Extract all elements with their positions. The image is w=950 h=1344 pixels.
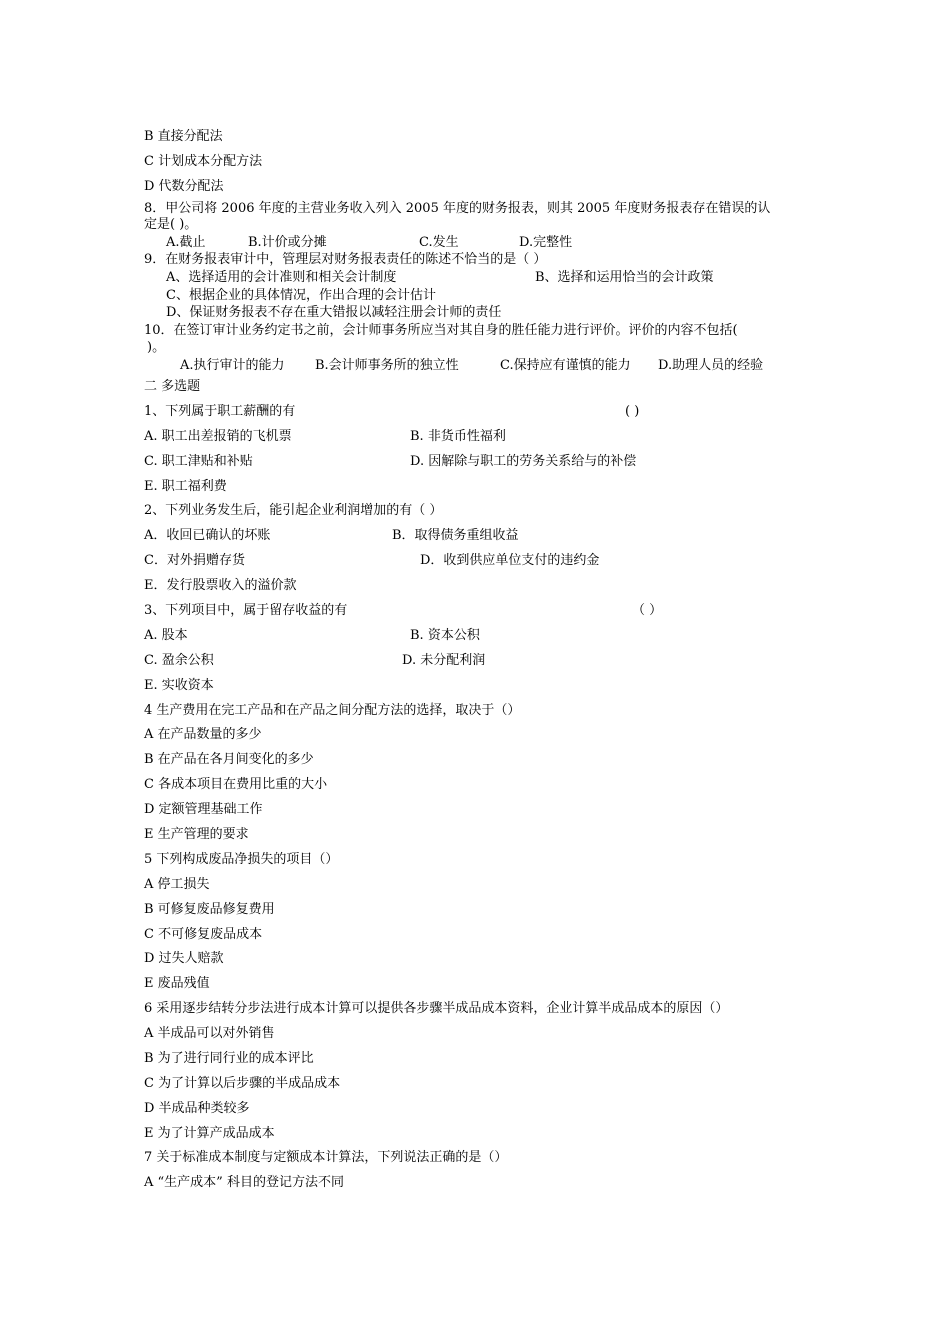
q9-option-b: B、选择和运用恰当的会计政策 bbox=[535, 270, 714, 285]
m5-option-e: E 废品残值 bbox=[144, 976, 210, 991]
q10-stem-line2: )。 bbox=[147, 340, 166, 355]
q9-option-a: A、选择适用的会计准则和相关会计制度 bbox=[166, 270, 397, 285]
m5-option-d: D 过失人赔款 bbox=[144, 951, 224, 966]
q8-option-c: C.发生 bbox=[419, 235, 459, 250]
m2-option-c: C．对外捐赠存货 bbox=[144, 553, 245, 568]
m2-stem: 2、下列业务发生后，能引起企业利润增加的有（ ） bbox=[144, 503, 443, 518]
q7-option-c: C 计划成本分配方法 bbox=[144, 154, 263, 169]
m1-option-c: C. 职工津贴和补贴 bbox=[144, 454, 253, 469]
m3-option-b: B. 资本公积 bbox=[410, 628, 480, 643]
m3-stem: 3、下列项目中，属于留存收益的有 bbox=[144, 603, 348, 618]
m5-option-c: C 不可修复废品成本 bbox=[144, 927, 263, 942]
m5-option-b: B 可修复废品修复费用 bbox=[144, 902, 275, 917]
q9-stem: 9．在财务报表审计中，管理层对财务报表责任的陈述不恰当的是（ ） bbox=[144, 252, 547, 267]
q10-option-c: C.保持应有谨慎的能力 bbox=[500, 358, 631, 373]
q8-stem-line1: 8．甲公司将 2006 年度的主营业务收入列入 2005 年度的财务报表，则其 2005 年度财务报表存在错误的认 bbox=[144, 201, 771, 216]
m2-option-d: D．收到供应单位支付的违约金 bbox=[420, 553, 600, 568]
q8-option-a: A.截止 bbox=[166, 235, 206, 250]
q9-option-c: C、根据企业的具体情况，作出合理的会计估计 bbox=[166, 288, 436, 303]
m7-stem: 7 关于标准成本制度与定额成本计算法，下列说法正确的是（） bbox=[144, 1150, 508, 1165]
m1-stem: 1、下列属于职工薪酬的有 bbox=[144, 404, 296, 419]
q8-option-d: D.完整性 bbox=[519, 235, 573, 250]
q10-option-a: A.执行审计的能力 bbox=[180, 358, 285, 373]
m7-option-a: A “生产成本” 科目的登记方法不同 bbox=[144, 1175, 344, 1190]
section-title-multiple-choice: 二 多选题 bbox=[144, 379, 201, 394]
q10-option-b: B.会计师事务所的独立性 bbox=[315, 358, 459, 373]
m3-option-a: A. 股本 bbox=[144, 628, 188, 643]
m1-option-e: E. 职工福利费 bbox=[144, 479, 227, 494]
m1-option-d: D. 因解除与职工的劳务关系给与的补偿 bbox=[410, 454, 637, 469]
m4-option-a: A 在产品数量的多少 bbox=[144, 727, 262, 742]
m1-option-b: B. 非货币性福利 bbox=[410, 429, 506, 444]
q7-option-b: B 直接分配法 bbox=[144, 129, 223, 144]
m6-option-e: E 为了计算产成品成本 bbox=[144, 1126, 275, 1141]
m2-option-e: E．发行股票收入的溢价款 bbox=[144, 578, 297, 593]
m3-option-d: D. 未分配利润 bbox=[402, 653, 486, 668]
q7-option-d: D 代数分配法 bbox=[144, 179, 224, 194]
m3-option-e: E. 实收资本 bbox=[144, 678, 214, 693]
m6-option-b: B 为了进行同行业的成本评比 bbox=[144, 1051, 314, 1066]
m5-stem: 5 下列构成废品净损失的项目（） bbox=[144, 852, 339, 867]
m1-answer-paren: ( ) bbox=[625, 404, 640, 419]
m6-option-a: A 半成品可以对外销售 bbox=[144, 1026, 275, 1041]
q9-option-d: D、保证财务报表不存在重大错报以减轻注册会计师的责任 bbox=[166, 305, 502, 320]
m2-option-b: B．取得债务重组收益 bbox=[392, 528, 519, 543]
m2-option-a: A．收回已确认的坏账 bbox=[144, 528, 271, 543]
m3-option-c: C. 盈余公积 bbox=[144, 653, 214, 668]
m4-option-b: B 在产品在各月间变化的多少 bbox=[144, 752, 314, 767]
m4-option-d: D 定额管理基础工作 bbox=[144, 802, 263, 817]
q8-option-b: B.计价或分摊 bbox=[248, 235, 327, 250]
m6-stem: 6 采用逐步结转分步法进行成本计算可以提供各步骤半成品成本资料，企业计算半成品成本的原因（） bbox=[144, 1001, 729, 1016]
q10-stem-line1: 10．在签订审计业务约定书之前，会计师事务所应当对其自身的胜任能力进行评价。评价的内容不包括( bbox=[144, 323, 738, 338]
m4-option-e: E 生产管理的要求 bbox=[144, 827, 249, 842]
m4-stem: 4 生产费用在完工产品和在产品之间分配方法的选择，取决于（） bbox=[144, 703, 521, 718]
m5-option-a: A 停工损失 bbox=[144, 877, 210, 892]
m6-option-d: D 半成品种类较多 bbox=[144, 1101, 250, 1116]
m1-option-a: A. 职工出差报销的飞机票 bbox=[144, 429, 292, 444]
q10-option-d: D.助理人员的经验 bbox=[658, 358, 764, 373]
m6-option-c: C 为了计算以后步骤的半成品成本 bbox=[144, 1076, 341, 1091]
m3-answer-paren: （ ） bbox=[632, 603, 663, 618]
q8-stem-line2: 定是( )。 bbox=[144, 217, 198, 232]
m4-option-c: C 各成本项目在费用比重的大小 bbox=[144, 777, 328, 792]
